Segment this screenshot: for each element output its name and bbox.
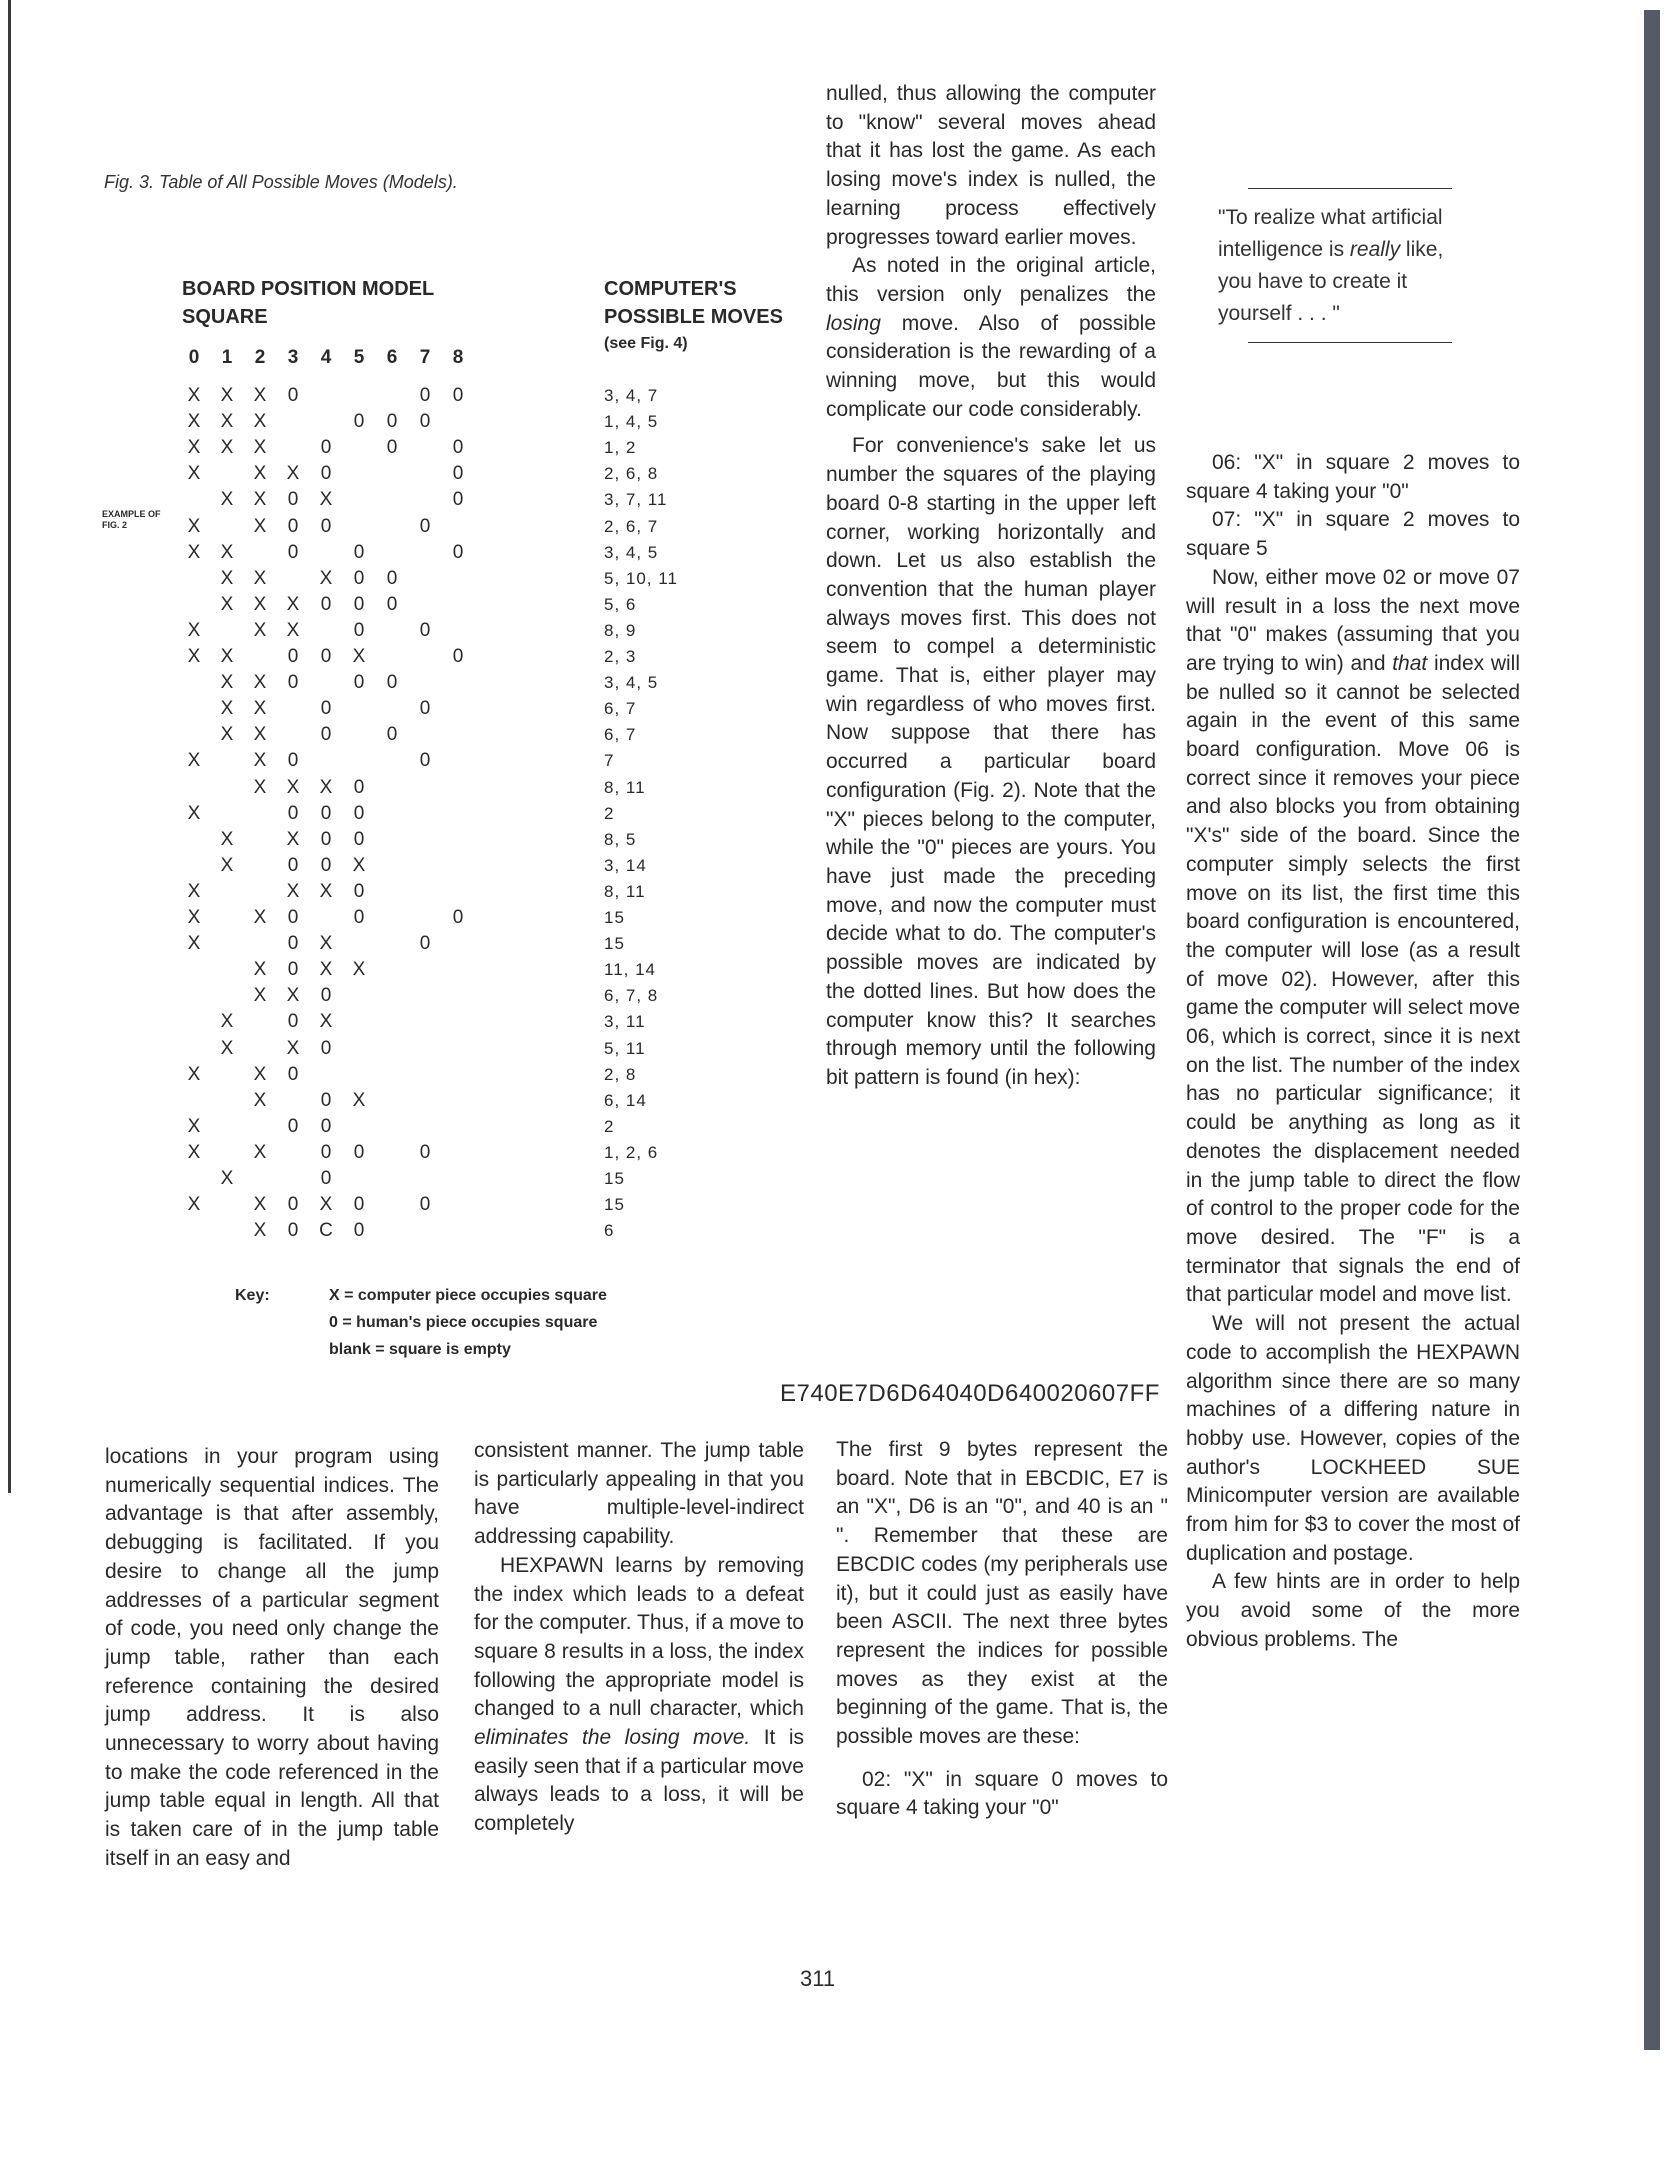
board-square-mark: X <box>253 698 267 720</box>
possible-moves-header <box>604 275 814 357</box>
board-model-row <box>182 748 482 774</box>
left-margin-rule <box>8 0 11 1460</box>
possible-moves-entry: 8, 9 <box>604 620 637 640</box>
board-square-mark: X <box>220 411 234 433</box>
board-square-mark: 0 <box>320 437 332 459</box>
board-square-mark: 0 <box>419 385 431 406</box>
col3-p2-emphasis: losing <box>826 311 881 335</box>
board-square-mark: 0 <box>353 593 365 615</box>
board-model-row <box>182 566 482 592</box>
board-square-mark: 0 <box>287 1063 299 1085</box>
board-square-mark: X <box>220 672 234 694</box>
pull-quote-bottom-rule <box>1248 342 1452 343</box>
board-square-mark: 0 <box>287 515 299 537</box>
board-square-mark: X <box>253 1141 267 1163</box>
col4-paragraph-4: We will not present the actual code to accomplish the HEXPAWN algorithm since there are so many machines of a differing nature in hobby use. However, copies of the author's LOCKHEED SUE Minicomputer version are available from him for $3 to cover the most of duplication and postage. <box>1186 1312 1520 1565</box>
board-square-mark: X <box>220 385 234 406</box>
board-model-row <box>182 1009 482 1035</box>
moves-header-line1: COMPUTER'S <box>604 278 737 300</box>
board-square-mark: X <box>253 1089 267 1111</box>
board-model-row <box>182 827 482 853</box>
board-square-mark: 0 <box>386 593 398 615</box>
board-square-mark: 0 <box>419 619 431 641</box>
board-model-row <box>182 957 482 983</box>
board-model-row <box>182 879 482 905</box>
board-square-mark: 0 <box>419 1141 431 1163</box>
square-number: 3 <box>287 347 299 368</box>
left-margin-tick <box>8 1448 11 1493</box>
board-square-mark: 0 <box>353 776 365 798</box>
board-square-mark: 0 <box>287 854 299 876</box>
board-square-mark: 0 <box>287 959 299 981</box>
board-square-mark: X <box>220 854 234 876</box>
board-square-mark: X <box>187 541 201 563</box>
board-square-mark: 0 <box>353 619 365 641</box>
board-square-mark: X <box>187 515 201 537</box>
board-square-mark: X <box>253 515 267 537</box>
board-square-mark: 0 <box>320 515 332 537</box>
board-square-mark: 0 <box>320 802 332 824</box>
board-square-mark: X <box>187 933 201 955</box>
example-of-fig2-label: EXAMPLE OF FIG. 2 <box>102 509 161 530</box>
possible-moves-entry: 15 <box>604 908 625 927</box>
board-square-mark: 0 <box>320 985 332 1007</box>
board-square-mark: 0 <box>353 672 365 694</box>
column-3-bottom <box>836 1436 1168 1823</box>
board-square-mark: 0 <box>386 724 398 746</box>
board-square-mark: X <box>187 385 201 406</box>
board-square-mark: X <box>286 463 300 485</box>
board-square-mark: 0 <box>287 907 299 928</box>
right-edge-bar <box>1644 10 1660 2050</box>
board-square-mark: 0 <box>452 646 464 667</box>
pull-quote-emphasis: really <box>1349 238 1401 261</box>
board-square-mark: 0 <box>386 672 398 694</box>
board-square-mark: 0 <box>386 411 398 433</box>
column-3-top <box>826 80 1156 1093</box>
possible-moves-entry: 2 <box>604 1116 615 1136</box>
board-model-row <box>182 461 482 487</box>
board-square-mark: X <box>253 750 267 772</box>
board-square-mark: X <box>220 567 234 589</box>
moves-header-line2: POSSIBLE MOVES <box>604 306 783 328</box>
board-square-mark: X <box>319 933 333 955</box>
board-square-mark: 0 <box>386 437 398 459</box>
page-number: 311 <box>800 1966 836 1991</box>
possible-moves-entry: 3, 4, 5 <box>604 673 659 693</box>
board-model-row <box>182 1088 482 1114</box>
board-model-row <box>182 696 482 722</box>
board-model-row <box>182 1192 482 1218</box>
board-square-mark: 0 <box>353 567 365 589</box>
board-square-mark: X <box>253 463 267 485</box>
column-4 <box>1186 449 1520 1655</box>
possible-moves-entry: 3, 4, 7 <box>604 386 659 405</box>
board-model-row <box>182 775 482 801</box>
board-model-row <box>182 1114 482 1140</box>
board-square-mark: X <box>187 1141 201 1163</box>
pull-quote-text-a: "To realize what artificial intelligence is <box>1218 206 1443 261</box>
board-position-header: BOARD POSITION MODEL SQUARE <box>182 278 434 328</box>
board-square-mark: X <box>253 1063 267 1085</box>
board-square-mark: 0 <box>353 907 365 928</box>
board-square-mark: X <box>319 880 333 902</box>
board-square-mark: X <box>253 411 267 433</box>
square-number: 7 <box>419 347 431 368</box>
col4-paragraph-1: 06: "X" in square 2 moves to square 4 taking your "0" <box>1186 451 1520 503</box>
pull-quote-top-rule <box>1248 188 1452 189</box>
col3-paragraph-3: For convenience's sake let us number the squares of the playing board 0-8 starting in the upper left corner, working horizontally and down. Let us also establish the convention that the human player always moves first. This does not seem to compel a deterministic game. That is, either player may win regardless of who moves first. Now suppose that there has occurred a particular board configuration (Fig. 2). Note that the "X" pieces belong to the computer, while the "0" pieces are yours. You have just made the preceding move, and now the computer must decide what to do. The computer's possible moves are indicated by the dotted lines. But how does the computer know this? It searches through memory until the following bit pattern is found (in hex): <box>826 434 1156 1089</box>
column-1 <box>105 1443 439 1874</box>
board-model-row <box>182 1166 482 1192</box>
board-model-row <box>182 592 482 618</box>
square-number: 2 <box>254 347 266 368</box>
board-square-mark: X <box>286 776 300 798</box>
possible-moves-entry: 3, 14 <box>604 855 647 875</box>
possible-moves-entry: 5, 11 <box>604 1038 646 1058</box>
board-square-mark: 0 <box>452 463 464 485</box>
board-square-mark: 0 <box>353 880 365 902</box>
board-model-row <box>182 1062 482 1088</box>
col2-p2-text-b: It is easily seen that if a particular move always leads to a loss, it will be completely <box>474 1726 804 1836</box>
board-square-mark: X <box>220 593 234 615</box>
board-model-row <box>182 853 482 879</box>
board-square-mark: 0 <box>452 489 464 511</box>
square-number: 8 <box>452 347 464 368</box>
board-model-row <box>182 983 482 1009</box>
board-square-mark: 0 <box>320 698 332 720</box>
possible-moves-entry: 5, 10, 11 <box>604 568 678 588</box>
board-square-mark: X <box>187 1194 201 1216</box>
board-square-mark: X <box>286 828 300 850</box>
board-square-mark: C <box>319 1220 333 1242</box>
board-square-mark: 0 <box>452 541 464 563</box>
board-square-mark: X <box>220 1168 234 1189</box>
board-square-mark: 0 <box>452 907 464 928</box>
possible-moves-entry: 2, 6, 7 <box>604 516 659 536</box>
board-square-mark: 0 <box>287 541 299 563</box>
board-square-mark: 0 <box>320 828 332 850</box>
board-square-mark: X <box>187 802 201 824</box>
board-square-mark: 0 <box>320 1141 332 1163</box>
board-square-mark: X <box>253 907 267 928</box>
board-square-mark: X <box>253 489 267 511</box>
col4-paragraph-5: A few hints are in order to help you avoid some of the more obvious problems. The <box>1186 1570 1520 1651</box>
board-square-mark: 0 <box>419 933 431 955</box>
board-square-mark: X <box>220 1037 234 1059</box>
board-model-row <box>182 540 482 566</box>
possible-moves-entry: 8, 5 <box>604 829 637 849</box>
board-model-row <box>182 801 482 827</box>
board-model-row <box>182 931 482 957</box>
board-square-mark: 0 <box>419 1194 431 1216</box>
board-square-mark: 0 <box>287 489 299 511</box>
col4-p3-emphasis: that <box>1392 651 1428 675</box>
board-square-mark: 0 <box>287 385 299 406</box>
possible-moves-entry: 8, 11 <box>604 777 646 797</box>
board-square-mark: 0 <box>320 724 332 746</box>
board-square-mark: X <box>220 437 234 459</box>
possible-moves-entry: 15 <box>604 934 625 954</box>
board-square-mark: 0 <box>353 1194 365 1216</box>
board-square-mark: X <box>319 1011 333 1033</box>
key-title: Key: <box>235 1287 270 1304</box>
board-square-mark: X <box>253 724 267 746</box>
possible-moves-entry: 1, 4, 5 <box>604 412 659 432</box>
board-square-mark: 0 <box>386 567 398 589</box>
board-square-mark: 0 <box>320 1089 332 1111</box>
possible-moves-entry: 3, 7, 11 <box>604 490 668 510</box>
board-square-mark: X <box>352 854 366 876</box>
board-square-mark: 0 <box>320 593 332 615</box>
figure-caption: Fig. 3. Table of All Possible Moves (Models). <box>104 172 458 192</box>
board-square-mark: 0 <box>287 1194 299 1216</box>
possible-moves-entry: 1, 2 <box>604 438 637 458</box>
board-square-mark: X <box>253 385 267 406</box>
board-model-row <box>182 722 482 748</box>
board-square-mark: X <box>352 959 366 981</box>
possible-moves-entry: 2, 3 <box>604 647 637 666</box>
possible-moves-entry: 6 <box>604 1221 615 1241</box>
board-model-row <box>182 409 482 435</box>
board-square-mark: X <box>187 463 201 485</box>
col4-paragraph-2: 07: "X" in square 2 moves to square 5 <box>1186 508 1520 561</box>
board-square-mark: X <box>319 567 333 589</box>
board-square-mark: X <box>253 593 267 615</box>
col4-paragraph-3 <box>1186 564 1520 1310</box>
board-model-row <box>182 514 482 540</box>
pull-quote-text-b: like, you have to create it yourself . . . " <box>1218 238 1444 325</box>
board-square-mark: X <box>319 776 333 798</box>
board-square-mark: X <box>187 437 201 459</box>
board-square-mark: 0 <box>452 385 464 406</box>
board-model-row <box>182 644 482 670</box>
possible-moves-entry: 3, 11 <box>604 1012 646 1032</box>
board-square-mark: 0 <box>419 698 431 720</box>
key-line-o: 0 = human's piece occupies square <box>329 1314 598 1331</box>
possible-moves-entry: 15 <box>604 1195 625 1215</box>
board-square-mark: 0 <box>287 1115 299 1137</box>
hex-bit-pattern: E740E7D6D64040D640020607FF <box>780 1380 1160 1407</box>
board-square-mark: X <box>187 1063 201 1085</box>
board-square-mark: X <box>187 1115 201 1137</box>
board-model-grid <box>182 383 482 1263</box>
board-square-mark: X <box>319 1194 333 1216</box>
possible-moves-entry: 7 <box>604 751 615 771</box>
col4-p3-text-a: Now, either move 02 or move 07 will result in a loss the next move that "0" makes (assuming that you are trying to win) and <box>1186 565 1520 675</box>
board-square-mark: 0 <box>320 1037 332 1059</box>
board-square-mark: X <box>352 646 366 667</box>
board-square-mark: X <box>187 750 201 772</box>
col4-p3-text-b: index will be nulled so it cannot be selected again in the event of this same board configuration. Move 06 is correct since it removes your piece and also blocks you from obtaining "X's" side of the board. Since the computer simply selects the first move on its list, the first time this board configuration is encountered, the computer will lose (as a result of move 02). However, after this game the computer will select move 06, which is correct, since it is next on the list. The number of the index has no particular significance; it could be anything as long as it denotes the displacement needed in the jump table to direct the flow of control to the proper code for the move desired. The "F" is a terminator that signals the end of that particular model and move list. <box>1186 651 1520 1307</box>
possible-moves-entry: 6, 7, 8 <box>604 986 659 1006</box>
board-square-mark: X <box>319 959 333 981</box>
board-square-mark: X <box>220 646 234 667</box>
board-square-mark: 0 <box>287 672 299 694</box>
col2-paragraph-2 <box>474 1552 804 1839</box>
board-square-mark: 0 <box>320 1115 332 1137</box>
col2-paragraph-1: consistent manner. The jump table is particularly appealing in that you have multiple-level-indirect addressing capability. <box>474 1439 804 1549</box>
board-square-mark: X <box>253 776 267 798</box>
board-square-mark: 0 <box>353 802 365 824</box>
board-square-mark: X <box>187 907 201 928</box>
board-model-row <box>182 435 482 461</box>
col3-bottom-paragraph-2: 02: "X" in square 0 moves to square 4 taking your "0" <box>836 1767 1168 1820</box>
board-square-mark: X <box>253 437 267 459</box>
possible-moves-entry: 6, 14 <box>604 1090 647 1110</box>
col2-p2-emphasis: eliminates the losing move. <box>474 1726 751 1750</box>
col3-p2-text-b: move. Also of possible consideration is the rewarding of a winning move, but this would complicate our code considerably. <box>826 311 1156 421</box>
possible-moves-entry: 8, 11 <box>604 881 646 901</box>
board-square-mark: X <box>253 985 267 1007</box>
pull-quote <box>1218 202 1454 330</box>
board-square-mark: X <box>220 724 234 746</box>
board-square-mark: 0 <box>287 933 299 955</box>
board-square-mark: X <box>253 619 267 641</box>
board-square-mark: 0 <box>320 1168 332 1189</box>
board-square-mark: 0 <box>419 411 431 433</box>
board-square-mark: X <box>187 880 201 902</box>
board-square-mark: 0 <box>353 1220 365 1242</box>
board-square-mark: 0 <box>353 828 365 850</box>
board-square-mark: X <box>187 411 201 433</box>
board-model-row <box>182 1036 482 1062</box>
possible-moves-entry: 6, 7 <box>604 725 637 745</box>
board-square-mark: X <box>187 646 201 667</box>
square-number: 1 <box>221 347 233 368</box>
board-model-row <box>182 670 482 696</box>
possible-moves-entry: 2 <box>604 803 615 823</box>
moves-header-note: (see Fig. 4) <box>604 335 688 352</box>
col3-bottom-paragraph-1: The first 9 bytes represent the board. Note that in EBCDIC, E7 is an "X", D6 is an "0", and 40 is an " ". Remember that these are EBCDIC codes (my peripherals use it), but it could just as easily have been ASCII. The next three bytes represent the indices for possible moves as they exist at the beginning of the game. That is, the possible moves are these: <box>836 1438 1168 1749</box>
board-square-mark: X <box>253 1194 267 1216</box>
board-square-mark: 0 <box>353 411 365 433</box>
col1-paragraph: locations in your program using numerically sequential indices. The advantage is that after assembly, debugging is facilitated. If you desire to change all the jump addresses of a particular segment of code, you need only change the jump table, rather than each reference containing the desired jump address. It is also unnecessary to worry about having to make the code referenced in the jump table equal in length. All that is taken care of in the jump table itself in an easy and <box>105 1445 439 1870</box>
square-number: 4 <box>320 347 332 368</box>
possible-moves-entry: 1, 2, 6 <box>604 1142 659 1162</box>
board-square-mark: 0 <box>287 1220 299 1242</box>
board-square-mark: X <box>286 619 300 641</box>
col3-paragraph-2 <box>826 252 1156 424</box>
board-square-mark: X <box>220 489 234 511</box>
possible-moves-entry: 11, 14 <box>604 960 657 980</box>
column-2 <box>474 1437 804 1839</box>
square-number: 5 <box>353 347 365 368</box>
board-square-mark: 0 <box>419 515 431 537</box>
board-square-mark: X <box>187 619 201 641</box>
square-number: 0 <box>188 347 200 368</box>
col3-paragraph-1: nulled, thus allowing the computer to "know" several moves ahead that it has lost the game. As each losing move's index is nulled, the learning process effectively progresses toward earlier moves. <box>826 82 1156 249</box>
square-number: 6 <box>386 347 398 368</box>
board-model-row <box>182 1218 482 1244</box>
possible-moves-entry: 2, 8 <box>604 1064 637 1084</box>
board-square-mark: 0 <box>287 646 299 667</box>
board-model-row <box>182 905 482 931</box>
board-square-mark: X <box>286 985 300 1007</box>
possible-moves-entry: 5, 6 <box>604 594 637 614</box>
board-square-mark: 0 <box>419 750 431 772</box>
board-square-mark: 0 <box>320 463 332 485</box>
board-model-row <box>182 618 482 644</box>
possible-moves-entry: 15 <box>604 1169 625 1188</box>
board-square-mark: X <box>220 698 234 720</box>
possible-moves-entry: 6, 7 <box>604 699 637 719</box>
board-square-mark: X <box>286 593 300 615</box>
board-square-mark: 0 <box>320 854 332 876</box>
key-line-x: X = computer piece occupies square <box>329 1287 607 1304</box>
board-square-mark: 0 <box>452 437 464 459</box>
board-square-mark: 0 <box>353 1141 365 1163</box>
board-square-mark: 0 <box>287 1011 299 1033</box>
board-square-mark: 0 <box>320 646 332 667</box>
key-line-blank: blank = square is empty <box>329 1341 511 1358</box>
possible-moves-entry: 3, 4, 5 <box>604 542 659 562</box>
col2-p2-text-a: HEXPAWN learns by removing the index which leads to a defeat for the computer. Thus, if a move to square 8 results in a loss, the index following the appropriate model is changed to a null character, which <box>474 1553 804 1721</box>
board-square-mark: X <box>286 880 300 902</box>
board-square-mark: X <box>253 959 267 981</box>
board-model-row <box>182 1140 482 1166</box>
board-square-mark: X <box>253 672 267 694</box>
board-square-mark: X <box>286 1037 300 1059</box>
board-square-mark: X <box>253 1220 267 1242</box>
board-square-mark: X <box>253 567 267 589</box>
board-square-mark: 0 <box>287 750 299 772</box>
board-model-row <box>182 383 482 409</box>
board-square-mark: X <box>319 489 333 511</box>
possible-moves-entry: 2, 6, 8 <box>604 464 659 484</box>
board-square-mark: 0 <box>287 802 299 824</box>
board-square-mark: X <box>352 1089 366 1111</box>
board-square-mark: X <box>220 1011 234 1033</box>
board-model-row <box>182 487 482 513</box>
col3-p2-text-a: As noted in the original article, this version only penalizes the <box>826 254 1156 306</box>
board-square-mark: X <box>220 828 234 850</box>
board-square-mark: 0 <box>353 541 365 563</box>
board-square-mark: X <box>220 541 234 563</box>
